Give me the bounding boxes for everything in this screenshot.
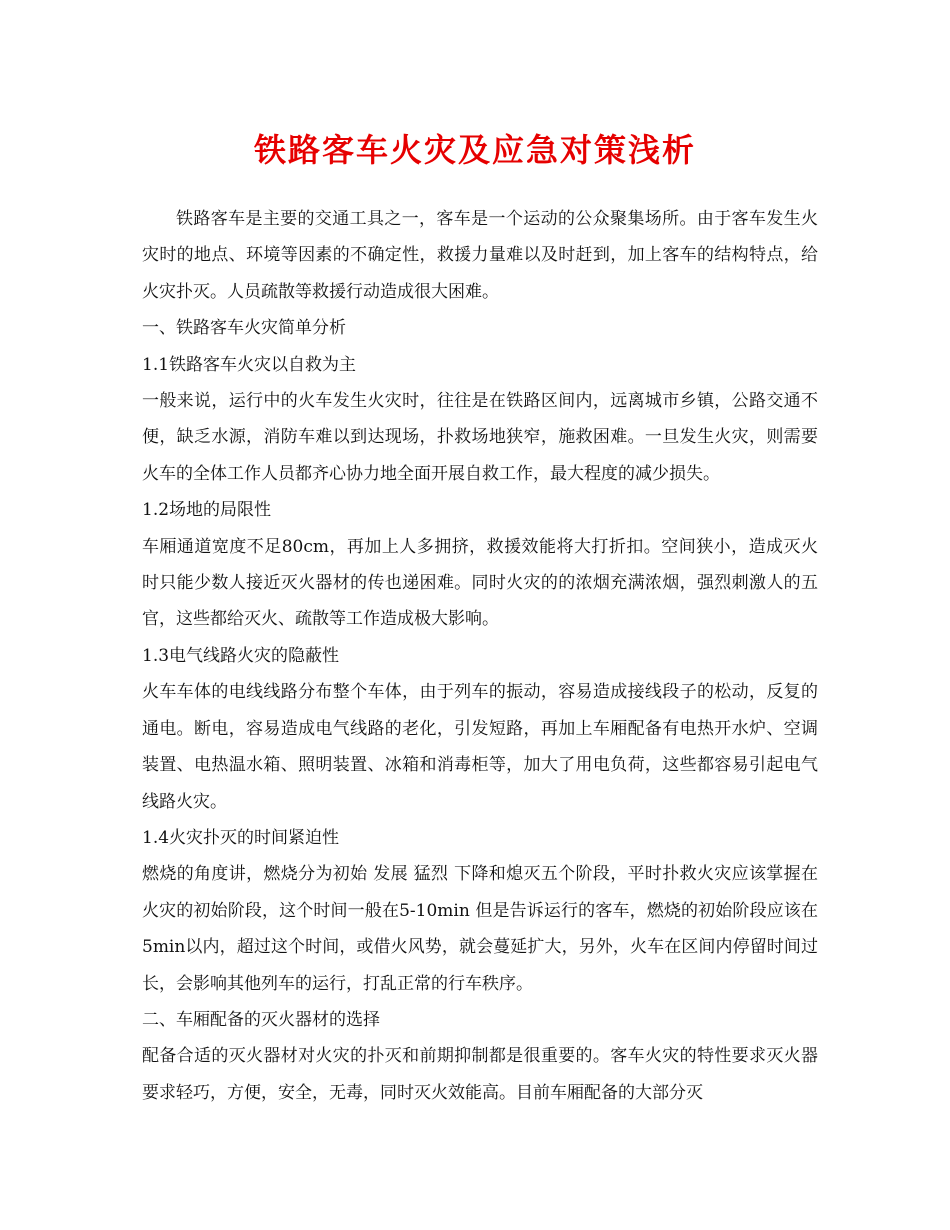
paragraph-1-1: 一般来说，运行中的火车发生火灾时，往往是在铁路区间内，远离城市乡镇，公路交通不便，缺乏水源，消防车难以到达现场，扑救场地狭窄，施救困难。一旦发生火灾，则需要火车的全体工作人员都齐心协力地全面开展自救工作，最大程度的减少损失。 [142,391,818,484]
paragraph-2: 配备合适的灭火器材对火灾的扑灭和前期抑制都是很重要的。客车火灾的特性要求灭火器要求轻巧，方便，安全，无毒，同时灭火效能高。目前车厢配备的大部分灭 [142,1046,818,1103]
paragraph-1-3: 火车车体的电线线路分布整个车体，由于列车的振动，容易造成接线段子的松动，反复的通电。断电，容易造成电气线路的老化，引发短路，再加上车厢配备有电热开水炉、空调装置、电热温水箱、照明装置、冰箱和消毒柜等，加大了用电负荷，这些都容易引起电气线路火灾。 [142,682,818,812]
paragraph-1-2: 车厢通道宽度不足80cm，再加上人多拥挤，救援效能将大打折扣。空间狭小，造成灭火时只能少数人接近灭火器材的传也递困难。同时火灾的的浓烟充满浓烟，强烈刺激人的五官，这些都给灭火、疏散等工作造成极大影响。 [142,536,818,630]
subsection-heading-1-2: 1.2场地的局限性 [142,500,272,521]
subsection-heading-1-3: 1.3电气线路火灾的隐蔽性 [142,645,340,666]
paragraph-1-4: 燃烧的角度讲，燃烧分为初始 发展 猛烈 下降和熄灭五个阶段，平时扑救火灾应该掌握在火灾的初始阶段，这个时间一般在5-10min 但是告诉运行的客车，燃烧的初始阶段应该在5min以内，超过这个时间，或借火风势，就会蔓延扩大，另外，火车在区间内停留时间过长，会影响其他列车的运行，打乱正常的行车秩序。 [142,864,818,994]
subsection-heading-1-4: 1.4火灾扑灭的时间紧迫性 [142,827,340,848]
document-body [142,201,818,1111]
subsection-heading-1-1: 1.1铁路客车火灾以自救为主 [142,354,357,375]
section-heading-1: 一、铁路客车火灾简单分析 [142,318,346,339]
paragraph-intro: 铁路客车是主要的交通工具之一，客车是一个运动的公众聚集场所。由于客车发生火灾时的地点、环境等因素的不确定性，救援力量难以及时赶到，加上客车的结构特点，给火灾扑灭。人员疏散等救援行动造成很大困难。 [142,209,818,302]
document-title: 铁路客车火灾及应急对策浅析 [253,131,696,169]
section-heading-2: 二、车厢配备的灭火器材的选择 [142,1009,380,1030]
